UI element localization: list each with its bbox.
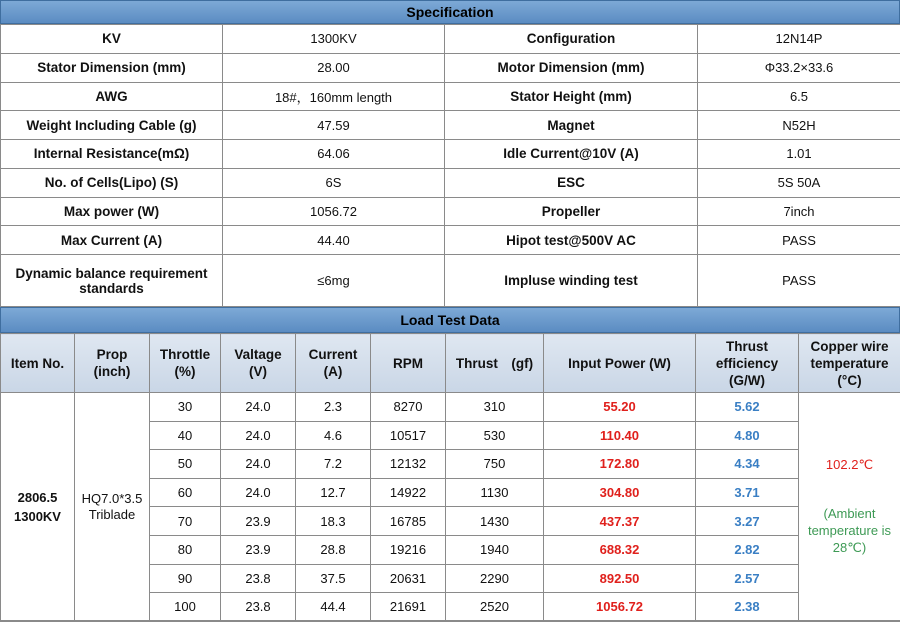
voltage-cell: 24.0 — [221, 393, 296, 422]
item-number: 2806.5 1300KV — [1, 393, 75, 622]
spec-value: 12N14P — [698, 25, 900, 54]
thrust-cell: 310 — [446, 393, 544, 422]
spec-value: 6S — [223, 168, 445, 197]
spec-label: ESC — [445, 168, 698, 197]
thrust-cell: 1430 — [446, 507, 544, 536]
efficiency-cell: 4.80 — [696, 421, 799, 450]
current-cell: 12.7 — [296, 478, 371, 507]
spec-label: Hipot test@500V AC — [445, 226, 698, 255]
spec-value: 7inch — [698, 197, 900, 226]
voltage-cell: 23.9 — [221, 535, 296, 564]
efficiency-cell: 2.82 — [696, 535, 799, 564]
efficiency-cell: 3.71 — [696, 478, 799, 507]
efficiency-cell: 4.34 — [696, 450, 799, 479]
thrust-cell: 1130 — [446, 478, 544, 507]
rpm-cell: 16785 — [371, 507, 446, 536]
copper-temperature-cell — [799, 393, 900, 622]
efficiency-cell: 5.62 — [696, 393, 799, 422]
ambient-temperature-note: (Ambient temperature is 28℃) — [802, 505, 897, 556]
efficiency-cell: 3.27 — [696, 507, 799, 536]
throttle-cell: 80 — [150, 535, 221, 564]
throttle-cell: 100 — [150, 593, 221, 622]
load-column-header: Throttle (%) — [150, 334, 221, 393]
load-column-header: Valtage (V) — [221, 334, 296, 393]
spec-label: No. of Cells(Lipo) (S) — [1, 168, 223, 197]
load-column-header: Prop (inch) — [75, 334, 150, 393]
specification-table — [0, 24, 900, 307]
current-cell: 18.3 — [296, 507, 371, 536]
rpm-cell: 14922 — [371, 478, 446, 507]
input-power-cell: 172.80 — [544, 450, 696, 479]
rpm-cell: 8270 — [371, 393, 446, 422]
current-cell: 28.8 — [296, 535, 371, 564]
voltage-cell: 24.0 — [221, 478, 296, 507]
spec-label: Idle Current@10V (A) — [445, 140, 698, 169]
copper-temperature-value: 102.2℃ — [802, 457, 897, 473]
rpm-cell: 10517 — [371, 421, 446, 450]
table-row — [1, 393, 900, 422]
throttle-cell: 40 — [150, 421, 221, 450]
spec-value: N52H — [698, 111, 900, 140]
load-column-header: RPM — [371, 334, 446, 393]
spec-value: 64.06 — [223, 140, 445, 169]
spec-value: 1056.72 — [223, 197, 445, 226]
spec-label: Internal Resistance(mΩ) — [1, 140, 223, 169]
load-test-title: Load Test Data — [0, 307, 900, 333]
throttle-cell: 50 — [150, 450, 221, 479]
spec-label: AWG — [1, 82, 223, 111]
current-cell: 44.4 — [296, 593, 371, 622]
spec-value: 47.59 — [223, 111, 445, 140]
spec-label: Magnet — [445, 111, 698, 140]
load-column-header: Thrust (gf) — [446, 334, 544, 393]
input-power-cell: 1056.72 — [544, 593, 696, 622]
voltage-cell: 24.0 — [221, 450, 296, 479]
spec-value: Φ33.2×33.6 — [698, 53, 900, 82]
spec-value: ≤6mg — [223, 255, 445, 307]
specification-title: Specification — [0, 0, 900, 24]
spec-label: Weight Including Cable (g) — [1, 111, 223, 140]
spec-label: Stator Dimension (mm) — [1, 53, 223, 82]
rpm-cell: 12132 — [371, 450, 446, 479]
voltage-cell: 23.8 — [221, 593, 296, 622]
spec-label: Propeller — [445, 197, 698, 226]
spec-value: 44.40 — [223, 226, 445, 255]
thrust-cell: 530 — [446, 421, 544, 450]
load-column-header: Thrust efficiency (G/W) — [696, 334, 799, 393]
throttle-cell: 70 — [150, 507, 221, 536]
spec-label: Stator Height (mm) — [445, 82, 698, 111]
throttle-cell: 90 — [150, 564, 221, 593]
throttle-cell: 60 — [150, 478, 221, 507]
rpm-cell: 19216 — [371, 535, 446, 564]
throttle-cell: 30 — [150, 393, 221, 422]
spec-value: PASS — [698, 255, 900, 307]
load-column-header: Copper wire temperature (°C) — [799, 334, 900, 393]
load-column-header: Current (A) — [296, 334, 371, 393]
voltage-cell: 23.9 — [221, 507, 296, 536]
spec-row — [1, 255, 900, 307]
spec-row — [1, 53, 900, 82]
spec-label: Motor Dimension (mm) — [445, 53, 698, 82]
input-power-cell: 437.37 — [544, 507, 696, 536]
voltage-cell: 23.8 — [221, 564, 296, 593]
spec-label: KV — [1, 25, 223, 54]
spec-label: Configuration — [445, 25, 698, 54]
spec-label: Impluse winding test — [445, 255, 698, 307]
load-column-header: Input Power (W) — [544, 334, 696, 393]
spec-value: 18#，160mm length — [223, 82, 445, 111]
input-power-cell: 892.50 — [544, 564, 696, 593]
propeller-spec: HQ7.0*3.5 Triblade — [75, 393, 150, 622]
input-power-cell: 110.40 — [544, 421, 696, 450]
voltage-cell: 24.0 — [221, 421, 296, 450]
thrust-cell: 2290 — [446, 564, 544, 593]
spec-row — [1, 197, 900, 226]
thrust-cell: 750 — [446, 450, 544, 479]
load-test-table — [0, 333, 900, 622]
current-cell: 4.6 — [296, 421, 371, 450]
spec-value: PASS — [698, 226, 900, 255]
spec-value: 28.00 — [223, 53, 445, 82]
spec-row — [1, 226, 900, 255]
input-power-cell: 55.20 — [544, 393, 696, 422]
spec-label: Dynamic balance requirement standards — [1, 255, 223, 307]
spec-row — [1, 111, 900, 140]
rpm-cell: 21691 — [371, 593, 446, 622]
spec-value: 1300KV — [223, 25, 445, 54]
spec-row — [1, 140, 900, 169]
spec-row — [1, 82, 900, 111]
input-power-cell: 304.80 — [544, 478, 696, 507]
efficiency-cell: 2.38 — [696, 593, 799, 622]
spec-row — [1, 25, 900, 54]
spec-value: 1.01 — [698, 140, 900, 169]
spec-value: 6.5 — [698, 82, 900, 111]
thrust-cell: 2520 — [446, 593, 544, 622]
current-cell: 2.3 — [296, 393, 371, 422]
efficiency-cell: 2.57 — [696, 564, 799, 593]
load-column-header: Item No. — [1, 334, 75, 393]
spec-row — [1, 168, 900, 197]
thrust-cell: 1940 — [446, 535, 544, 564]
spec-value: 5S 50A — [698, 168, 900, 197]
current-cell: 37.5 — [296, 564, 371, 593]
rpm-cell: 20631 — [371, 564, 446, 593]
spec-label: Max Current (A) — [1, 226, 223, 255]
current-cell: 7.2 — [296, 450, 371, 479]
input-power-cell: 688.32 — [544, 535, 696, 564]
spec-label: Max power (W) — [1, 197, 223, 226]
